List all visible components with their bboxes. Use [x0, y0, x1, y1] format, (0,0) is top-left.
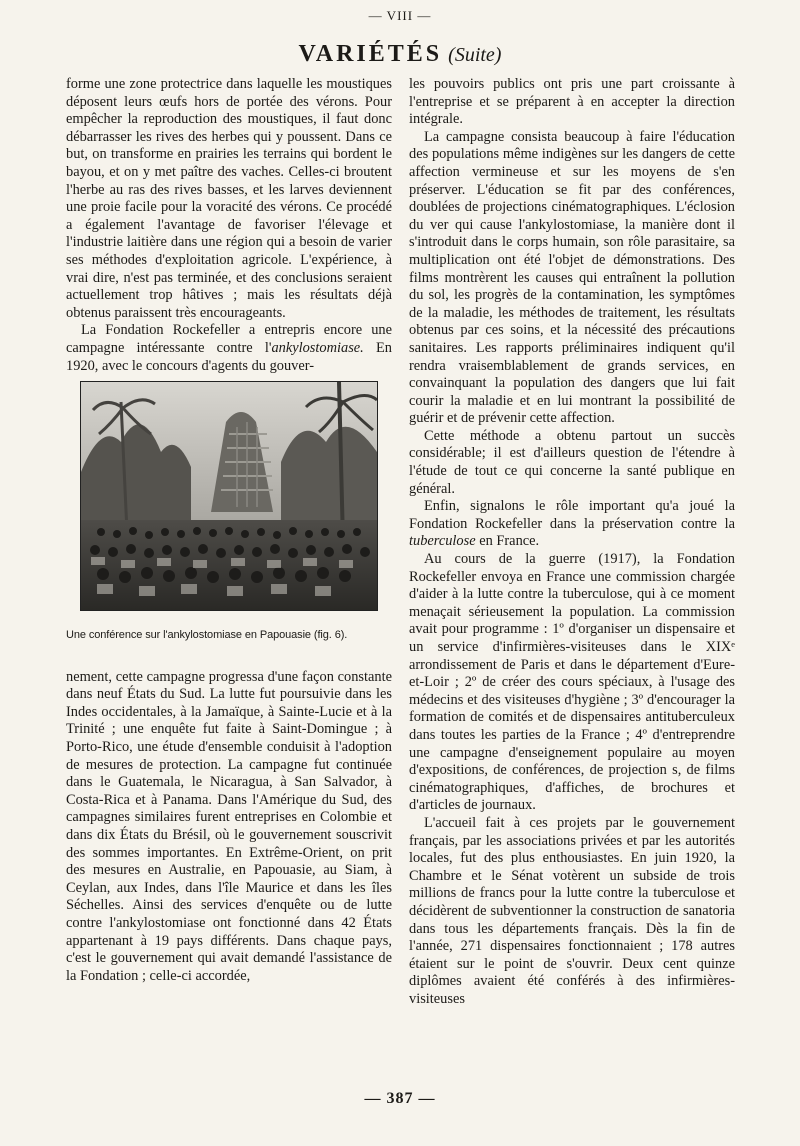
left-column [66, 76, 392, 985]
paragraph-text: La Fondation Rockefeller a entrepris encore une campagne intéressante contre l' [66, 322, 392, 356]
emphasis-term: tuberculose [409, 533, 476, 550]
section-title [0, 42, 800, 67]
running-page-number: — VIII — [368, 8, 432, 23]
paragraph: Cette méthode a obtenu partout un succès considérable; il est d'ailleurs question de l'étendre à l'étude de tout ce qui concerne la santé publique en général. [409, 427, 735, 497]
paragraph: L'accueil fait à ces projets par le gouvernement français, par les associations privées et par les autorités locales, fut des plus enthousiastes. En juin 1920, la Chambre et le Sénat votèrent un subside de trois millions de francs pour la lutte contre la tuberculose et décidèrent de subventionner la construction de sanatoria dans tous les départements français. Dès la fin de l'année, 271 dispensaires fonctionnaient ; 178 autres étaient sur le point de s'ouvrir. Deux cent quinze diplômes avaient été conférés à des infirmières-visiteuses [409, 814, 735, 1007]
figure-caption: Une conférence sur l'ankylostomiase en Papouasie (fig. 6). [66, 629, 348, 642]
section-title-suffix: (Suite) [448, 44, 502, 66]
page-number: — 387 — [364, 1090, 436, 1107]
paragraph-text: En 1920, avec le concours d'agents du gouver- [66, 339, 392, 374]
paragraph: forme une zone protectrice dans laquelle les moustiques déposent leurs œufs hors de portée des vérons. Pour empêcher la reproduction des moustiques, il faut donc débarrasser les rives des herbes qui y poussent. Dans ce but, on transforme en prairies les terrains qui bordent le bayou, et on y met paître des vaches. Celles-ci broutent l'herbe au ras des rives basses, et les larves deviennent une proie facile pour la voracité des vérons. Ce procédé a également l'avantage de favoriser l'élevage et l'industrie laitière dans une région qui a besoin de varier ses méthodes d'exploitation agricole. L'expérience, à vrai dire, n'est pas terminée, et des conclusions seraient actuellement trop hâtives ; mais les résultats déjà obtenus paraissent très encourageants. [66, 76, 392, 321]
paragraph: La campagne consista beaucoup à faire l'éducation des populations même indigènes sur les dangers de cette affection vermineuse et sur les moyens de s'en préserver. L'éducation se fit par des conférences, doublées de projections cinématographiques. L'éclosion du ver qui cause l'ankylostomiase, la manière dont il s'introduit dans le corps humain, son rôle parasitaire, sa multiplication ont été l'objet de démonstrations. Des films montrèrent les causes qui entraînent la pollution du sol, les progrès de la contamination, les symptômes de la maladie, les méthodes de traitement, les résultats obtenus par ces soins, et la nécessité des précautions sanitaires. Les rapports préliminaires indiquent qu'il rendra vraisemblablement de grands services, en convainquant la population des dangers que lui fait courir la maladie et en lui montrant la possibilité de guérir et de prévenir cette affection. [409, 128, 735, 427]
emphasis-term: ankylostomiase. [271, 339, 364, 356]
figure-photo [80, 381, 378, 611]
paragraph-text: en France. [475, 533, 540, 550]
figure [66, 381, 392, 645]
spacer [66, 647, 392, 669]
paragraph [409, 498, 735, 551]
section-title-text: VARIÉTÉS [298, 41, 443, 67]
paragraph [66, 322, 392, 375]
paragraph: nement, cette campagne progressa d'une façon constante dans neuf États du Sud. La lutte fut poursuivie dans les Indes occidentales, à la Jamaïque, à Sainte-Lucie et à la Trinité ; une enquête fut faite à Saint-Domingue ; à Porto-Rico, une étude d'ensemble conduisit à l'adoption de mesures de protection. La campagne fut continuée dans le Guatemala, le Nicaragua, à San Salvador, à Costa-Rica et à Panama. Dans l'Amérique du Sud, des campagnes similaires furent entreprises en Colombie et dans dix États du Brésil, où le gouvernement souscrivit des sommes importantes. En Extrême-Orient, on prit des mesures en Australie, en Papouasie, au Siam, à Ceylan, aux Indes, dans l'île Maurice et dans les îles Séchelles. Ainsi des services d'enquête ou de lutte contre l'ankylostomiase ont fonctionné dans 42 États appartenant à 19 pays différents. Dans chaque pays, c'est le gouvernement qui avait demandé l'assistance de la Fondation ; celle-ci accordée, [66, 668, 392, 984]
paragraph-text: Enfin, signalons le rôle important qu'a joué la Fondation Rockefeller dans la préservation contre la [409, 498, 735, 532]
paragraph: les pouvoirs publics ont pris une part croissante à l'entreprise et se préparent à en accepter la direction intégrale. [409, 76, 735, 128]
paragraph: Au cours de la guerre (1917), la Fondation Rockefeller envoya en France une commission chargée d'aider à la lutte contre la tuberculose, qui à ce moment menaçait sérieusement la population. La commission avait pour programme : 1º d'organiser un dispensaire et un service d'infirmières-visiteuses dans le XIXᵉ arrondissement de Paris et dans le département d'Eure-et-Loir ; 2º de créer des cours spéciaux, à l'usage des médecins et des visiteuses d'hygiène ; 3º d'encourager la formation de comités et de dispensaires antituberculeux dans toutes les parties de la France ; 4º d'entreprendre une campagne d'enseignement populaire au moyen d'expositions, de conférences, de projection s, de films cinématographiques, d'affiches, de brochures et d'articles de journaux. [409, 551, 735, 814]
right-column [409, 76, 735, 1008]
